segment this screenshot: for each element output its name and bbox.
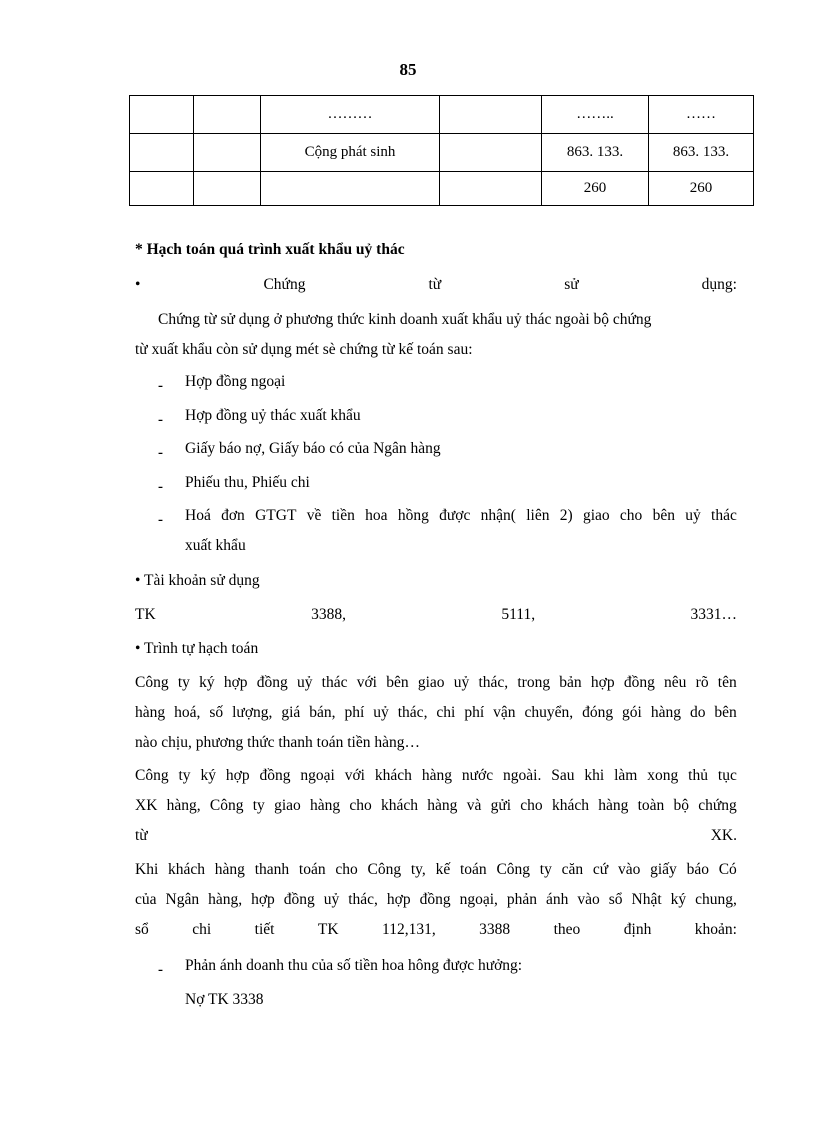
table-cell: 260	[542, 172, 649, 206]
table-cell: ……	[649, 96, 754, 134]
page-number: 85	[399, 60, 417, 79]
table-cell	[194, 134, 261, 172]
word: đồng	[259, 767, 291, 784]
word: khách	[381, 797, 419, 814]
word: gói	[622, 704, 642, 721]
accounts-header: • Tài khoản sử dụng	[135, 572, 260, 589]
word: ngoại	[300, 767, 335, 784]
word: thác,	[348, 891, 378, 908]
word: hợp	[590, 674, 615, 691]
word: phí	[344, 704, 365, 721]
word: theo	[553, 921, 581, 938]
word: chung,	[695, 891, 737, 908]
word: hàng,	[208, 891, 243, 908]
word: giao	[274, 797, 301, 814]
word: hợp	[251, 891, 275, 908]
word: dụng:	[701, 276, 737, 293]
word: khách	[551, 797, 589, 814]
word: liên	[526, 507, 550, 524]
word: hợp	[386, 891, 411, 908]
word: chi	[192, 921, 212, 938]
word: Công	[367, 861, 402, 878]
word: tên	[717, 674, 737, 691]
word: phí	[464, 704, 485, 721]
table-cell: Cộng phát sinh	[261, 134, 440, 172]
word: ty	[539, 861, 552, 878]
word: bản	[559, 674, 582, 691]
word: Công	[496, 861, 531, 878]
word: gửi	[490, 797, 512, 814]
word: của	[135, 891, 157, 908]
word: báo	[686, 861, 709, 878]
word: bên	[386, 674, 409, 691]
word: Công	[135, 767, 169, 784]
word: được	[439, 507, 471, 524]
table-cell: 863. 133.	[542, 134, 649, 172]
documents-header	[135, 276, 737, 294]
word: đồng	[419, 891, 451, 908]
word: 5111,	[501, 606, 536, 623]
word: Công	[209, 797, 244, 814]
word: vào	[617, 861, 641, 878]
word: TK	[135, 606, 156, 623]
word: uỷ	[296, 674, 313, 691]
list-item: Phản ánh doanh thu của số tiền hoa hông được hưởng:	[185, 957, 523, 974]
word: từ	[428, 276, 442, 293]
list-item: Phiếu thu, Phiếu chi	[185, 474, 310, 491]
word: Hoá	[185, 507, 211, 524]
word: đồng	[623, 674, 655, 691]
word: hồng	[397, 507, 429, 524]
word: trong	[517, 674, 551, 691]
word: 3388	[479, 921, 511, 938]
word: lượng,	[232, 704, 273, 721]
word: hoa	[365, 507, 388, 524]
intro-line: từ xuất khẩu còn sử dụng mét sè chứng từ kế toán sau:	[135, 341, 473, 358]
word: bên	[652, 507, 675, 524]
word: ngoài.	[503, 767, 542, 784]
paragraph-line	[135, 674, 737, 692]
word: ký	[199, 674, 215, 691]
word: hợp	[223, 674, 248, 691]
table-cell	[130, 172, 194, 206]
word: thác,	[478, 674, 509, 691]
word: ty	[252, 797, 265, 814]
table-cell	[194, 96, 261, 134]
table-cell	[261, 172, 440, 206]
word: TK	[317, 921, 339, 938]
word: 3388,	[311, 606, 346, 623]
word: Có	[718, 861, 737, 878]
word: với	[356, 674, 377, 691]
word: cho	[520, 797, 543, 814]
word: toán	[298, 861, 326, 878]
word: uỷ	[373, 704, 389, 721]
paragraph-line	[135, 861, 737, 879]
word: khách	[168, 861, 206, 878]
word: số	[209, 704, 224, 721]
word: hàng,	[166, 797, 201, 814]
word: vào	[577, 891, 600, 908]
word: hàng	[135, 704, 166, 721]
word: ký	[670, 891, 687, 908]
table-row	[130, 96, 754, 134]
dash-marker: -	[158, 512, 163, 528]
word: Công	[135, 674, 169, 691]
word: toán	[459, 861, 487, 878]
procedure-header: • Trình tự hạch toán	[135, 640, 259, 657]
bullet-marker: •	[135, 276, 141, 293]
word: XK.	[710, 827, 737, 844]
paragraph-line	[135, 921, 737, 939]
word: cho	[335, 861, 358, 878]
word: kế	[435, 861, 451, 878]
word: sổ	[608, 891, 623, 908]
table-cell	[440, 96, 542, 134]
word: bên	[714, 704, 737, 721]
table-cell: 260	[649, 172, 754, 206]
word: giấy	[650, 861, 677, 878]
dash-marker: -	[158, 378, 163, 394]
word: thanh	[254, 861, 290, 878]
word: về	[306, 507, 322, 524]
word: khoản:	[694, 921, 737, 938]
word: bán,	[309, 704, 336, 721]
list-item-cont: xuất khẩu	[185, 537, 246, 554]
word: hợp	[225, 767, 250, 784]
table-row	[130, 134, 754, 172]
paragraph-line	[135, 797, 737, 815]
accounts-line	[135, 606, 737, 624]
paragraph-line	[135, 827, 737, 845]
table-cell: 863. 133.	[649, 134, 754, 172]
word: cho	[349, 797, 372, 814]
word: từ	[135, 827, 148, 844]
word: đóng	[582, 704, 614, 721]
word: Nhật	[631, 891, 662, 908]
word: uỷ	[685, 507, 701, 524]
list-item: Giấy báo nợ, Giấy báo có của Ngân hàng	[185, 440, 441, 457]
word: nêu	[664, 674, 687, 691]
dash-marker: -	[158, 445, 163, 461]
word: định	[623, 921, 652, 938]
word: đồng	[256, 674, 288, 691]
word: ty,	[410, 861, 426, 878]
word: Khi	[135, 861, 159, 878]
word: xong	[647, 767, 679, 784]
word: thác,	[397, 704, 428, 721]
word: hàng	[598, 797, 629, 814]
word: cho	[619, 507, 643, 524]
word: uỷ	[323, 891, 340, 908]
word: đồng	[283, 891, 315, 908]
word: phản	[506, 891, 538, 908]
paragraph-line	[135, 767, 737, 785]
dash-marker: -	[158, 962, 163, 978]
word: giao	[582, 507, 610, 524]
word: hàng	[427, 797, 458, 814]
word: khách	[374, 767, 412, 784]
word: chi	[436, 704, 456, 721]
word: với	[344, 767, 365, 784]
word: ngoại,	[459, 891, 498, 908]
debit-line: Nợ TK 3338	[185, 991, 264, 1008]
word: khi	[584, 767, 605, 784]
word: 2)	[559, 507, 573, 524]
word: sổ	[135, 921, 149, 938]
word: thác	[711, 507, 737, 524]
word: ty	[178, 767, 191, 784]
word: hàng	[650, 704, 681, 721]
word: hàng	[421, 767, 452, 784]
word: đơn	[221, 507, 245, 524]
paragraph-line	[135, 704, 737, 722]
word: hàng	[214, 861, 245, 878]
word: ánh	[546, 891, 569, 908]
word: nhận(	[480, 507, 516, 524]
table-cell	[130, 96, 194, 134]
word: uỷ	[453, 674, 470, 691]
word: vận	[493, 704, 516, 721]
paragraph-line: nào chịu, phương thức thanh toán tiền hàng…	[135, 734, 420, 751]
table-row	[130, 172, 754, 206]
section-heading: * Hạch toán quá trình xuất khẩu uỷ thác	[135, 241, 405, 258]
word: hoá,	[174, 704, 201, 721]
table-cell	[130, 134, 194, 172]
word: và	[466, 797, 482, 814]
word: ký	[200, 767, 216, 784]
word: cứ	[592, 861, 609, 878]
table-cell: ………	[261, 96, 440, 134]
word: nước	[461, 767, 494, 784]
intro-line: Chứng từ sử dụng ở phương thức kinh doanh xuất khẩu uỷ thác ngoài bộ chứng	[158, 311, 652, 328]
word: 112,131,	[382, 921, 436, 938]
word: Ngân	[165, 891, 200, 908]
list-item-invoice	[185, 507, 737, 525]
table-cell	[440, 134, 542, 172]
word: Sau	[551, 767, 575, 784]
dash-marker: -	[158, 479, 163, 495]
word: bộ	[673, 797, 690, 814]
word: toàn	[637, 797, 665, 814]
word: giá	[281, 704, 301, 721]
word: rõ	[695, 674, 709, 691]
word: hàng	[310, 797, 341, 814]
word: tiền	[331, 507, 355, 524]
word: tục	[717, 767, 737, 784]
paragraph-line	[135, 891, 737, 909]
word: căn	[561, 861, 584, 878]
word: 3331…	[690, 606, 737, 623]
word: làm	[614, 767, 638, 784]
table-cell	[440, 172, 542, 206]
word: sử	[564, 276, 579, 293]
list-item: Hợp đồng ngoại	[185, 373, 286, 390]
word: GTGT	[255, 507, 297, 524]
word: thác	[321, 674, 348, 691]
word: thủ	[688, 767, 708, 784]
table-cell	[194, 172, 261, 206]
word: chứng	[698, 797, 737, 814]
table-cell: ……..	[542, 96, 649, 134]
word: Chứng	[263, 276, 306, 293]
word: tiết	[254, 921, 275, 938]
word: ty	[177, 674, 190, 691]
word: chuyển,	[524, 704, 574, 721]
ledger-table	[129, 95, 754, 206]
word: giao	[417, 674, 445, 691]
list-item: Hợp đồng uỷ thác xuất khẩu	[185, 407, 361, 424]
word: XK	[135, 797, 158, 814]
word: do	[689, 704, 706, 721]
dash-marker: -	[158, 412, 163, 428]
